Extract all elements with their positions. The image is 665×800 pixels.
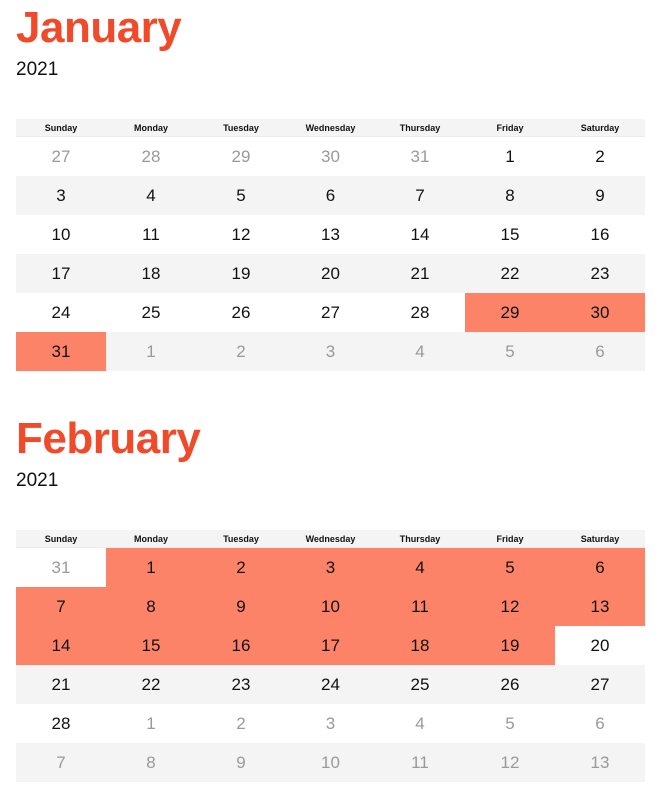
week-row	[16, 293, 645, 332]
day-cell-outside-month[interactable]: 1	[146, 341, 156, 361]
day-cell[interactable]: 22	[500, 263, 520, 283]
day-cell-outside-month[interactable]: 31	[51, 557, 71, 577]
calendar-grid	[16, 530, 645, 782]
calendar-grid	[16, 119, 645, 371]
day-cell[interactable]: 7	[415, 185, 425, 205]
day-cell[interactable]: 26	[500, 674, 520, 694]
day-cell-selected[interactable]: 12	[465, 587, 555, 626]
day-cell[interactable]: 13	[321, 224, 340, 244]
day-cell[interactable]: 28	[51, 713, 71, 733]
week-row	[16, 254, 645, 293]
day-cell-selected[interactable]: 17	[286, 626, 375, 665]
day-cell-outside-month[interactable]: 1	[146, 713, 156, 733]
weekday-label: Wednesday	[305, 533, 356, 544]
day-cell-outside-month[interactable]: 5	[505, 713, 515, 733]
day-cell-outside-month[interactable]: 2	[236, 713, 246, 733]
day-cell-selected[interactable]: 16	[196, 626, 286, 665]
day-cell[interactable]: 18	[141, 263, 161, 283]
day-cell[interactable]: 25	[410, 674, 430, 694]
weekday-label: Monday	[133, 533, 168, 544]
year-label: 2021	[16, 59, 59, 80]
day-cell-selected[interactable]: 14	[16, 626, 106, 665]
week-row	[16, 215, 645, 254]
day-cell-outside-month[interactable]: 30	[321, 146, 340, 166]
day-cell-selected[interactable]: 3	[286, 548, 375, 587]
day-cell-selected[interactable]: 13	[555, 587, 645, 626]
year-label: 2021	[16, 470, 59, 491]
day-cell[interactable]: 21	[51, 674, 71, 694]
day-cell[interactable]: 5	[236, 185, 246, 205]
day-cell-outside-month[interactable]: 7	[56, 752, 66, 772]
day-cell[interactable]: 20	[321, 263, 340, 283]
day-cell-outside-month[interactable]: 10	[321, 752, 340, 772]
weekday-label: Thursday	[399, 122, 441, 133]
weekday-label: Thursday	[399, 533, 441, 544]
weekday-label: Sunday	[44, 122, 78, 133]
weekday-header	[16, 119, 645, 137]
day-cell-outside-month[interactable]: 4	[415, 713, 425, 733]
day-cell-selected[interactable]: 11	[375, 587, 465, 626]
day-cell[interactable]: 23	[231, 674, 251, 694]
day-cell-selected[interactable]: 29	[465, 293, 555, 332]
month-title: January	[16, 3, 182, 52]
day-cell-selected[interactable]: 18	[375, 626, 465, 665]
day-cell[interactable]: 16	[590, 224, 610, 244]
day-cell-outside-month[interactable]: 13	[590, 752, 610, 772]
day-cell-selected[interactable]: 8	[106, 587, 196, 626]
day-cell-outside-month[interactable]: 6	[595, 713, 605, 733]
weekday-label: Tuesday	[223, 122, 259, 133]
day-cell[interactable]: 25	[141, 302, 161, 322]
weekday-header	[16, 530, 645, 548]
day-cell-outside-month[interactable]: 27	[51, 146, 71, 166]
day-cell[interactable]: 20	[590, 635, 610, 655]
day-cell[interactable]: 11	[142, 224, 160, 244]
day-cell-outside-month[interactable]: 29	[231, 146, 251, 166]
day-cell[interactable]: 24	[321, 674, 340, 694]
day-cell-outside-month[interactable]: 31	[410, 146, 430, 166]
day-cell-selected[interactable]: 9	[196, 587, 286, 626]
week-row	[16, 743, 645, 782]
day-cell-outside-month[interactable]: 4	[415, 341, 425, 361]
weekday-label: Saturday	[580, 533, 620, 544]
day-cell[interactable]: 10	[51, 224, 71, 244]
day-cell[interactable]: 28	[410, 302, 430, 322]
weekday-label: Tuesday	[223, 533, 259, 544]
week-row	[16, 332, 645, 371]
day-cell-outside-month[interactable]: 3	[325, 713, 336, 733]
day-cell[interactable]: 2	[595, 146, 605, 166]
day-cell[interactable]: 17	[51, 263, 71, 283]
day-cell-outside-month[interactable]: 9	[236, 752, 246, 772]
day-cell-outside-month[interactable]: 11	[411, 752, 429, 772]
day-cell[interactable]: 19	[231, 263, 251, 283]
day-cell-outside-month[interactable]: 2	[236, 341, 246, 361]
day-cell-selected[interactable]: 7	[16, 587, 106, 626]
day-cell[interactable]: 21	[410, 263, 430, 283]
day-cell[interactable]: 24	[51, 302, 71, 322]
day-cell-selected[interactable]: 6	[555, 548, 645, 587]
week-row	[16, 587, 645, 626]
day-cell[interactable]: 4	[146, 185, 156, 205]
day-cell-outside-month[interactable]: 8	[146, 752, 156, 772]
day-cell-selected[interactable]: 15	[106, 626, 196, 665]
day-cell[interactable]: 9	[595, 185, 605, 205]
day-cell[interactable]: 3	[56, 185, 66, 205]
day-cell-outside-month[interactable]: 28	[141, 146, 161, 166]
day-cell[interactable]: 6	[325, 185, 336, 205]
weekday-label: Friday	[496, 533, 524, 544]
weekday-label: Wednesday	[305, 122, 356, 133]
day-cell[interactable]: 8	[505, 185, 515, 205]
day-cell-outside-month[interactable]: 3	[325, 341, 336, 361]
weekday-label: Monday	[133, 122, 168, 133]
week-row	[16, 665, 645, 704]
week-row	[16, 704, 645, 743]
day-cell-selected[interactable]: 30	[555, 293, 645, 332]
day-cell[interactable]: 23	[590, 263, 610, 283]
day-cell-outside-month[interactable]: 12	[500, 752, 520, 772]
day-cell[interactable]: 12	[231, 224, 251, 244]
week-row	[16, 137, 645, 176]
day-cell[interactable]: 14	[410, 224, 430, 244]
day-cell-selected[interactable]: 4	[375, 548, 465, 587]
week-row	[16, 176, 645, 215]
week-row	[16, 548, 645, 587]
day-cell[interactable]: 15	[500, 224, 520, 244]
day-cell[interactable]: 22	[141, 674, 161, 694]
day-cell[interactable]: 27	[590, 674, 610, 694]
weekday-label: Friday	[496, 122, 524, 133]
month-title: February	[16, 414, 201, 463]
week-row	[16, 626, 645, 665]
day-cell-outside-month[interactable]: 5	[505, 341, 515, 361]
day-cell-selected[interactable]: 19	[465, 626, 555, 665]
day-cell[interactable]: 1	[505, 146, 515, 166]
day-cell-selected[interactable]: 1	[106, 548, 196, 587]
day-cell-selected[interactable]: 31	[16, 332, 106, 371]
day-cell[interactable]: 27	[321, 302, 340, 322]
day-cell-outside-month[interactable]: 6	[595, 341, 605, 361]
weekday-label: Saturday	[580, 122, 620, 133]
day-cell-selected[interactable]: 2	[196, 548, 286, 587]
day-cell[interactable]: 26	[231, 302, 251, 322]
day-cell-selected[interactable]: 5	[465, 548, 555, 587]
day-cell-selected[interactable]: 10	[286, 587, 375, 626]
weekday-label: Sunday	[44, 533, 78, 544]
